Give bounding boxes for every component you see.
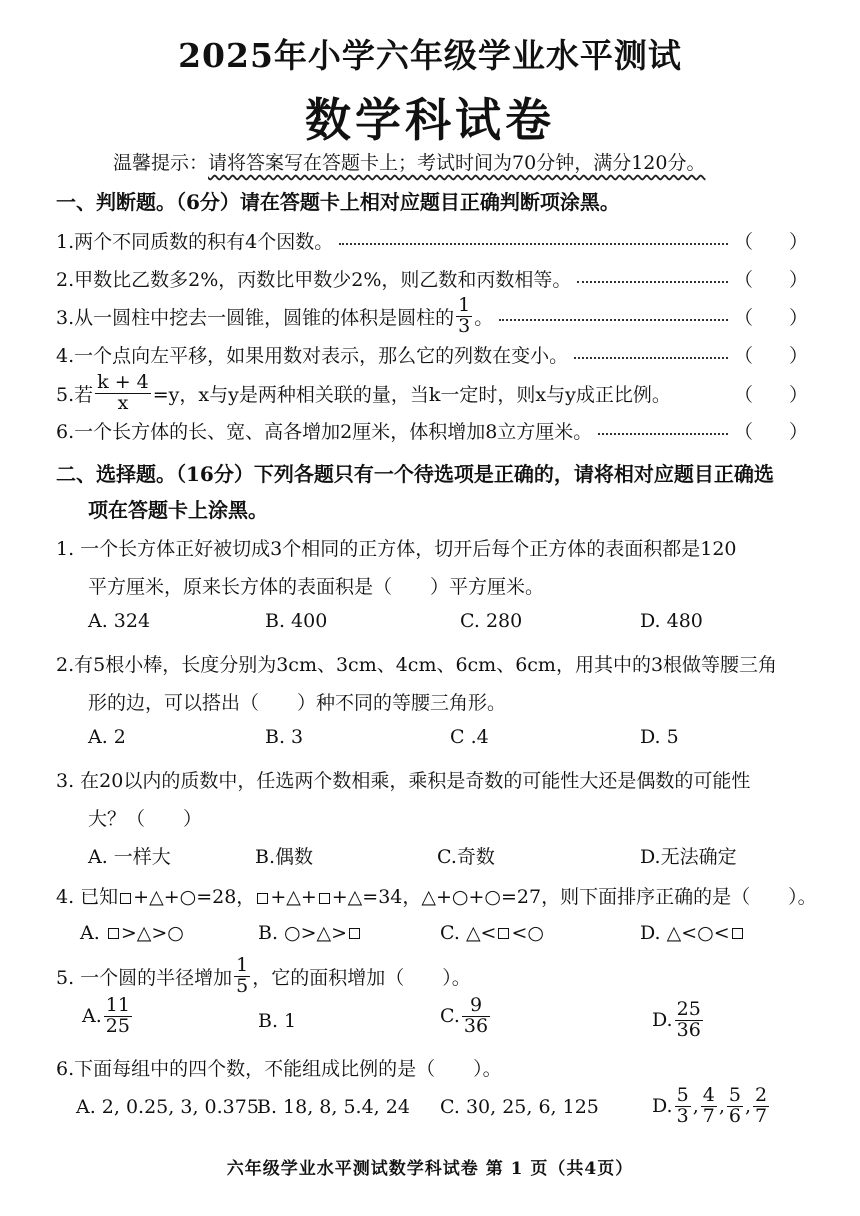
tip-line — [113, 148, 705, 175]
q5-option-c: C. $\frac{9}{36}$ — [440, 994, 489, 1037]
square-symbol — [257, 893, 268, 904]
q2-text-cont: 形的边，可以搭出（ ）种不同的等腰三角形。 — [88, 692, 507, 714]
q6-text: 6.下面每组中的四个数，不能组成比例的是（ ）。 — [56, 1058, 502, 1080]
tip-label: 温馨提示： — [113, 152, 209, 174]
q2-option-c: C .4 — [450, 726, 489, 748]
tf-item-3 — [56, 293, 808, 337]
exam-title: 2025年小学六年级学业水平测试 — [178, 36, 682, 75]
tf-item-1 — [56, 224, 808, 256]
dot-leader — [598, 433, 728, 435]
q1-text: 1. 一个长方体正好被切成3个相同的正方体，切开后每个正方体的表面积都是120 — [56, 538, 737, 560]
q1-option-b: B. 400 — [265, 610, 328, 632]
q4-text: 4. 已知 +△+○=28， +△+ +△=34，△+○+○=27，则下面排序正确的是（ ）。 — [56, 886, 817, 908]
dot-leader — [499, 319, 728, 321]
section2-heading-cont: 项在答题卡上涂黑。 — [88, 498, 268, 522]
q6-option-a: A. 2, 0.25, 3, 0.375 — [76, 1096, 259, 1118]
tip-text: 请将答案写在答题卡上；考试时间为70分钟，满分120分。 — [208, 152, 706, 174]
q3-text: 3. 在20以内的质数中，任选两个数相乘，乘积是奇数的可能性大还是偶数的可能性 — [56, 770, 751, 792]
tf-item-6 — [56, 414, 808, 446]
q5-option-b: B. 1 — [258, 1010, 297, 1032]
answer-paren: （ ） — [734, 420, 808, 443]
q1-option-d: D. 480 — [640, 610, 703, 632]
q3-option-a: A. 一样大 — [88, 846, 171, 868]
fraction: $\frac{11}{25}$ — [105, 994, 130, 1037]
square-symbol — [498, 928, 509, 939]
dot-leader — [577, 281, 728, 283]
square-symbol — [732, 928, 743, 939]
square-symbol — [319, 893, 330, 904]
q3-text-cont: 大？（ ） — [88, 808, 203, 830]
section1-heading: 一、判断题。（6分）请在答题卡上相对应题目正确判断项涂黑。 — [56, 190, 620, 214]
dot-leader — [574, 357, 728, 359]
exam-subject-title: 数学科试卷 — [305, 93, 555, 147]
q6-option-c: C. 30, 25, 6, 125 — [440, 1096, 599, 1118]
square-symbol — [120, 893, 131, 904]
q2-text: 2.有5根小棒，长度分别为3cm、3cm、4cm、6cm、6cm，用其中的3根做等腰三角 — [56, 654, 778, 676]
tf-item-5 — [56, 372, 808, 414]
page-footer: 六年级学业水平测试数学科试卷 第 1 页（共4页） — [226, 1159, 634, 1179]
q4-option-b: B. ○>△> — [258, 922, 362, 944]
answer-paren: （ ） — [734, 306, 808, 329]
fraction: $\frac{2}{7}$ — [755, 1084, 768, 1127]
fraction: $\frac{25}{36}$ — [676, 998, 701, 1041]
q4-option-c: C. △< <○ — [440, 922, 544, 944]
q6-option-b: B. 18, 8, 5.4, 24 — [257, 1096, 410, 1118]
q6-option-d: D. $\frac{5}{3}$ , $\frac{4}{7}$ , $\frac{5}{6}$ , $\frac{2}{7}$ — [652, 1084, 768, 1127]
dot-leader — [339, 243, 728, 245]
q5-option-d: D. $\frac{25}{36}$ — [652, 998, 701, 1041]
fraction: $\frac{5}{3}$ — [676, 1084, 689, 1127]
square-symbol — [108, 928, 119, 939]
q4-option-a: A. >△>○ — [80, 922, 184, 944]
q3-option-c: C.奇数 — [437, 846, 495, 868]
tf-item-text: 1.两个不同质数的积有4个因数。 — [56, 230, 334, 253]
q1-option-c: C. 280 — [460, 610, 523, 632]
square-symbol — [349, 928, 360, 939]
q2-option-d: D. 5 — [640, 726, 679, 748]
answer-paren: （ ） — [734, 268, 808, 291]
tf-item-text: 3.从一圆柱中挖去一圆锥，圆锥的体积是圆柱的 $\frac{1}{3}$ 。 — [56, 293, 494, 337]
answer-paren: （ ） — [734, 344, 808, 367]
q5-text: 5. 一个圆的半径增加 $\frac{1}{5}$ ，它的面积增加（ ）。 — [56, 954, 471, 997]
tf-item-text: 4.一个点向左平移，如果用数对表示，那么它的列数在变小。 — [56, 344, 569, 367]
section2-heading: 二、选择题。（16分）下列各题只有一个待选项是正确的，请将相对应题目正确选 — [56, 462, 774, 486]
tf-item-text: 2.甲数比乙数多2%，丙数比甲数少2%，则乙数和丙数相等。 — [56, 268, 572, 291]
fraction: $\frac{1}{5}$ — [236, 954, 249, 997]
fraction: $\frac{5}{6}$ — [728, 1084, 741, 1127]
tf-item-4 — [56, 338, 808, 370]
q3-option-b: B.偶数 — [255, 846, 314, 868]
q4-option-d: D. △<○< — [640, 922, 745, 944]
fraction: $\frac{k + 4}{x}$ — [97, 370, 149, 414]
fraction: $\frac{4}{7}$ — [702, 1084, 715, 1127]
answer-paren: （ ） — [734, 383, 808, 406]
tf-item-text: 5.若 $\frac{k + 4}{x}$ =y，x与y是两种相关联的量，当k一定时，则x与y成正比例。 — [56, 370, 671, 414]
q1-option-a: A. 324 — [88, 610, 151, 632]
q1-text-cont: 平方厘米，原来长方体的表面积是（ ）平方厘米。 — [88, 576, 545, 598]
fraction: $\frac{1}{3}$ — [458, 293, 471, 337]
q2-option-a: A. 2 — [88, 726, 126, 748]
tf-item-text: 6.一个长方体的长、宽、高各增加2厘米，体积增加8立方厘米。 — [56, 420, 593, 443]
fraction: $\frac{9}{36}$ — [463, 994, 489, 1037]
answer-paren: （ ） — [734, 230, 808, 253]
q2-option-b: B. 3 — [265, 726, 304, 748]
q3-option-d: D.无法确定 — [640, 846, 737, 868]
tf-item-2 — [56, 262, 808, 294]
q5-option-a: A. $\frac{11}{25}$ — [82, 994, 130, 1037]
